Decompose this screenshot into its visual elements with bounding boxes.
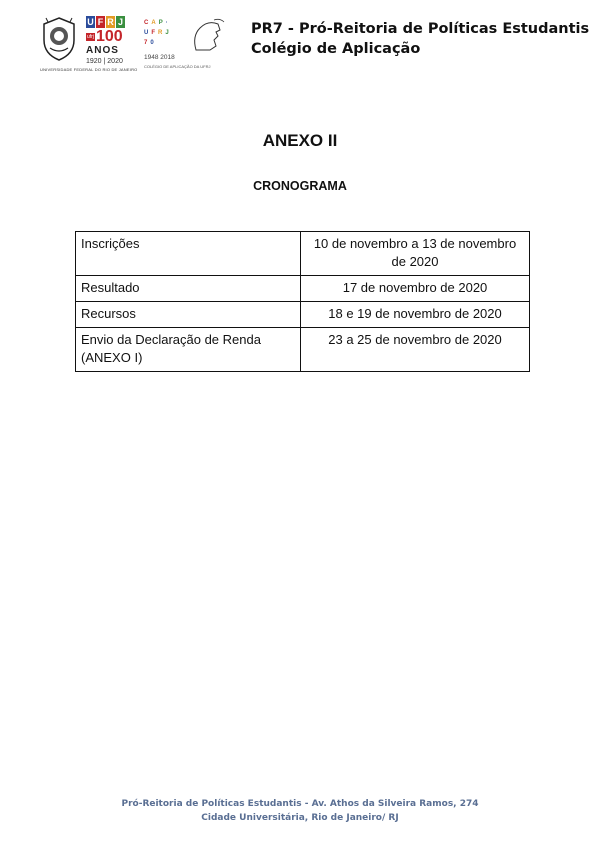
page-footer (0, 797, 600, 825)
table-row (76, 232, 530, 276)
document-subtitle: CRONOGRAMA (253, 179, 347, 193)
footer-line-2: Cidade Universitária, Rio de Janeiro/ RJ (201, 813, 399, 823)
schedule-item: Envio da Declaração de Renda (ANEXO I) (76, 328, 301, 372)
schedule-item: Inscrições (76, 232, 301, 276)
ufrj-100-anos-logo (86, 16, 130, 65)
ufrj-anos-label: ANOS (86, 45, 119, 56)
schedule-date: 23 a 25 de novembro de 2020 (301, 328, 530, 372)
cap-letter-grid: CAP· UFRJ 70 (144, 20, 172, 46)
header-logos (40, 16, 230, 76)
ufrj-100-label: 100 (95, 28, 123, 45)
document-title: ANEXO II (262, 131, 338, 150)
cap-caption: COLÉGIO DE APLICAÇÃO DA UFRJ (144, 64, 211, 69)
table-row (76, 302, 530, 328)
header-line-2: Colégio de Aplicação (251, 41, 421, 57)
cap-years-label: 1948 2018 (144, 54, 175, 61)
ufrj-letters (86, 16, 130, 28)
schedule-item: Recursos (76, 302, 301, 328)
ufrj-small-label: ufrj (87, 34, 94, 40)
page-header (251, 19, 589, 59)
seal-caption: UNIVERSIDADE FEDERAL DO RIO DE JANEIRO (40, 67, 138, 72)
ufrj-letter: U (87, 17, 94, 27)
header-line-1: PR7 - Pró-Reitoria de Políticas Estudantis (251, 21, 590, 37)
ufrj-letter: F (97, 17, 104, 27)
table-row (76, 328, 530, 372)
schedule-date: 10 de novembro a 13 de novembro de 2020 (301, 232, 530, 276)
schedule-table (75, 231, 530, 372)
schedule-date: 17 de novembro de 2020 (301, 276, 530, 302)
table-row (76, 276, 530, 302)
ufrj-letter: R (107, 17, 114, 27)
ufrj-seal-icon (40, 16, 78, 62)
ufrj-years-label: 1920 | 2020 (86, 58, 123, 65)
schedule-item: Resultado (76, 276, 301, 302)
cap-profile-icon (188, 16, 228, 54)
schedule-date: 18 e 19 de novembro de 2020 (301, 302, 530, 328)
cap-70-anos-logo (144, 18, 230, 74)
ufrj-letter: J (117, 17, 123, 27)
footer-line-1: Pró-Reitoria de Políticas Estudantis - Av. Athos da Silveira Ramos, 274 (121, 799, 479, 809)
